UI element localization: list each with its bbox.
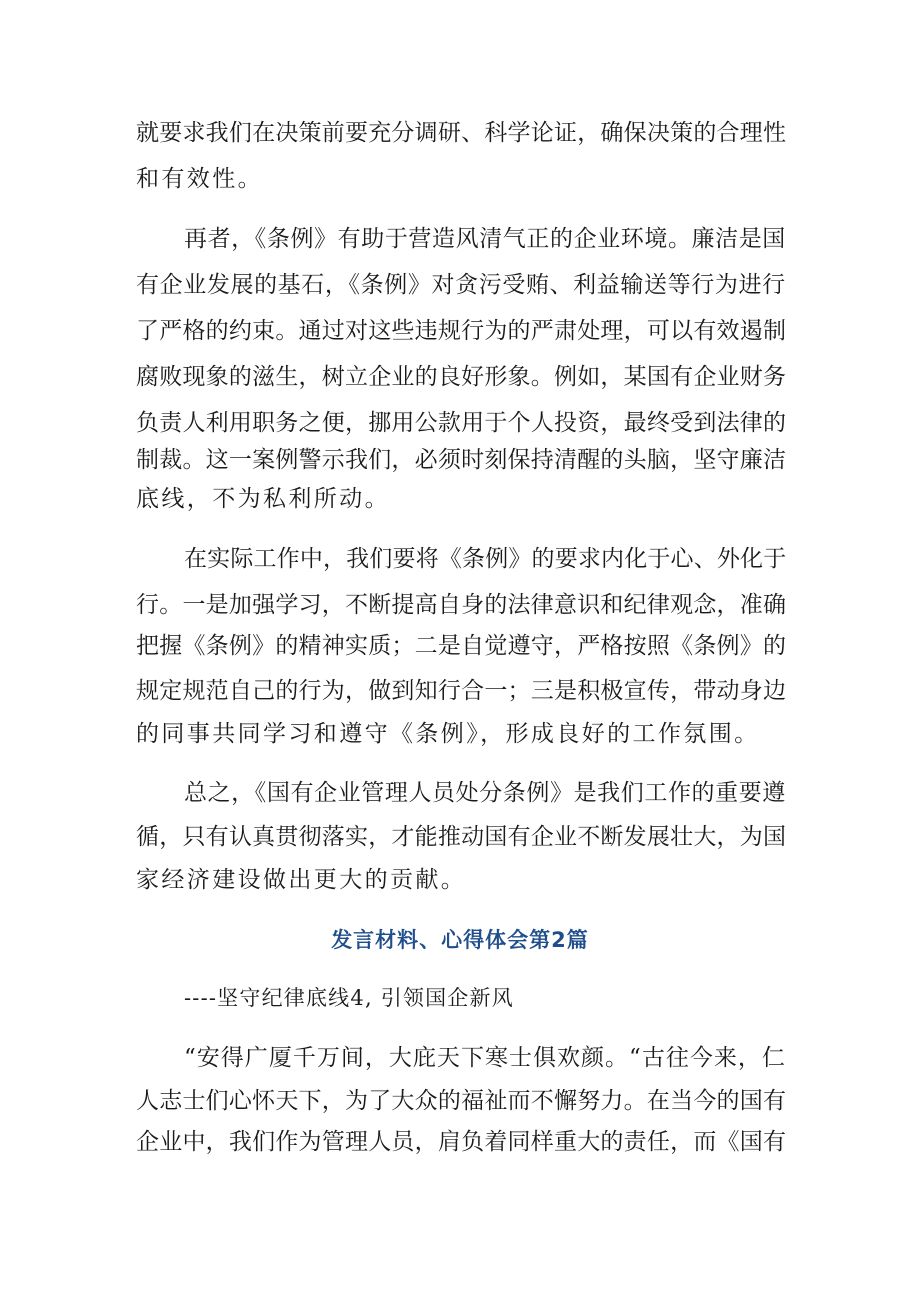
paragraph-line: 有企业发展的基石，《条例》对贪污受贿、利益输送等行为进行 [136,272,786,298]
paragraph-line: 制裁。这一案例警示我们，必须时刻保持清醒的头脑，坚守廉洁 [136,447,787,473]
paragraph-line: 在实际工作中，我们要将《条例》的要求内化于心、外化于 [184,546,787,572]
paragraph-line: 负责人利用职务之便，挪用公款用于个人投资，最终受到法律的 [136,410,787,436]
paragraph-line: 循，只有认真贯彻落实，才能推动国有企业不断发展壮大，为国 [136,824,787,850]
paragraph-line: 家经济建设做出更大的贡献。 [136,867,467,893]
paragraph-line: 和有效性。 [136,166,263,192]
paragraph-line: 就要求我们在决策前要充分调研、科学论证，确保决策的合理性 [136,120,787,146]
paragraph-line: 规定规范自己的行为，做到知行合一；三是积极宣传，带动身边 [136,678,787,704]
paragraph-line: 再者，《条例》有助于营造风清气正的企业环境。廉洁是国 [184,226,786,252]
section-subtitle: ----坚守纪律底线4, 引领国企新风 [184,986,514,1010]
paragraph-line: 总之，《国有企业管理人员处分条例》是我们工作的重要遵 [184,780,786,806]
paragraph-line: 底线，不为私利所动。 [136,486,390,512]
paragraph-line: 了严格的约束。通过对这些违规行为的严肃处理，可以有效遏制 [136,318,787,344]
paragraph-line: 人志士们心怀天下，为了大众的福祉而不懈努力。在当今的国有 [136,1088,787,1114]
paragraph-line: “安得广厦千万间，大庇天下寒士俱欢颜。“古往今来，仁 [184,1045,786,1071]
paragraph-line: 企业中，我们作为管理人员，肩负着同样重大的责任，而《国有 [136,1129,787,1155]
paragraph-line: 把握《条例》的精神实质；二是自觉遵守，严格按照《条例》的 [136,633,787,659]
paragraph-line: 的同事共同学习和遵守《条例》，形成良好的工作氛围。 [136,721,760,747]
section-heading: 发言材料、心得体会第2篇 [331,928,589,952]
paragraph-line: 行。一是加强学习，不断提高自身的法律意识和纪律观念，准确 [136,592,787,618]
paragraph-line: 腐败现象的滋生，树立企业的良好形象。例如，某国有企业财务 [136,364,787,390]
